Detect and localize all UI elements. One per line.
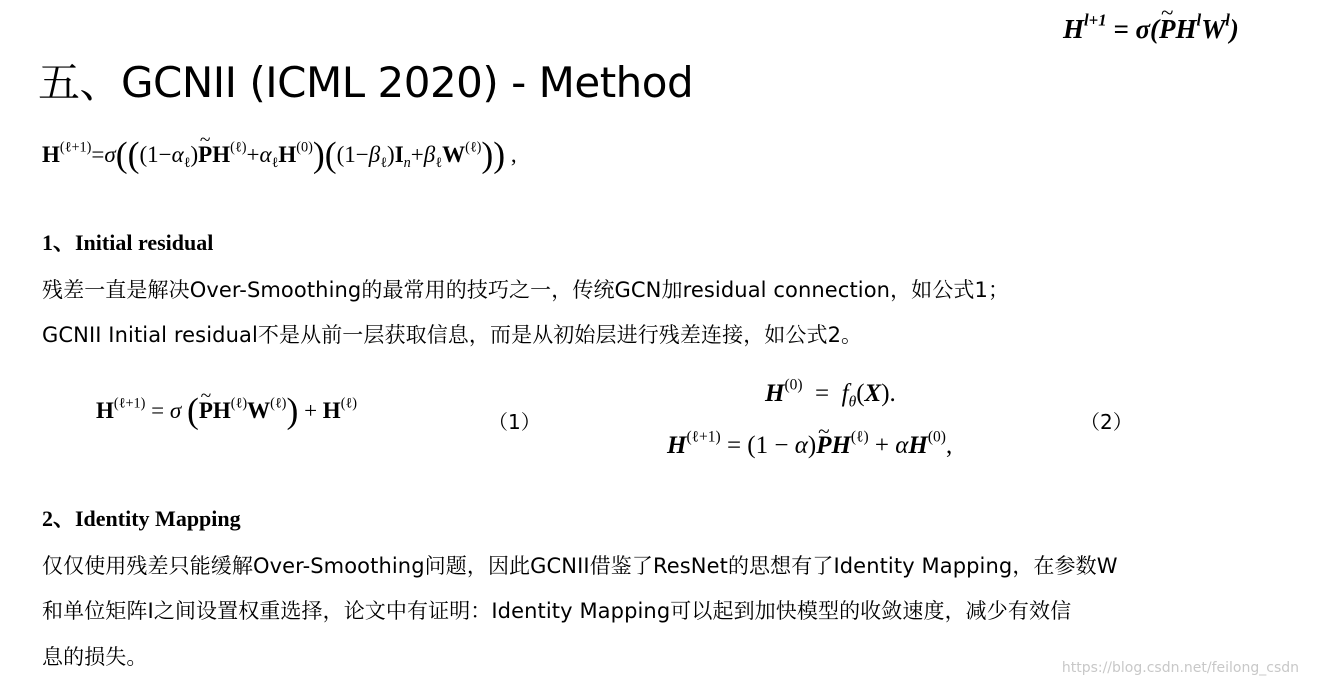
watermark: https://blog.csdn.net/feilong_csdn [1061, 660, 1299, 676]
initial-layer-formula: $H^{(0)} = f_\theta(X)$. [765, 376, 896, 411]
initial-residual-formula: $H^{(\ell+1)} = (1$ − α)~ $PH^{(\ell)} + \alpha H^{(0)}$, [667, 432, 952, 460]
residual-formula: $H^{(\ell+1)} = \sigma$ (~ $PH^{(\ell)}W^{(\ell)}) + H^{(\ell)}$ [96, 398, 357, 424]
section-heading-identity-mapping: 2、Identity Mapping [42, 506, 241, 531]
paragraph-line: GCNII Initial residual不是从前一层获取信息，而是从初始层进行残差连接，如公式2。 [42, 323, 863, 347]
gcnii-update-formula: $H^{(\ell+1)}=\sigma(((1-\alpha_\ell)\sim$ $PH^{(\ell)}+\alpha_\ell H^{(0)})((1-\beta_\ell)I_n+\beta_\ell W^{(\ell)})$) , [42, 142, 517, 168]
gcn-propagation-formula: $H^{l+1}$ = σ(~ $PH^lW^l$) [1063, 14, 1239, 45]
section-heading-initial-residual: 1、Initial residual [42, 230, 214, 255]
paragraph-line: 仅仅使用残差只能缓解Over-Smoothing问题，因此GCNII借鉴了ResNet的思想有了Identity Mapping，在参数W [42, 554, 1118, 578]
equation-number: （2） [1080, 410, 1133, 434]
paragraph-line: 息的损失。 [42, 645, 148, 669]
equation-number: （1） [488, 410, 541, 434]
paragraph-line: 残差一直是解决Over-Smoothing的最常用的技巧之一，传统GCN加residual connection，如公式1； [42, 278, 1010, 302]
paragraph-line: 和单位矩阵I之间设置权重选择，论文中有证明：Identity Mapping可以起到加快模型的收敛速度，减少有效信 [42, 599, 1072, 623]
page-title: 五、GCNII (ICML 2020) - Method [38, 58, 694, 107]
